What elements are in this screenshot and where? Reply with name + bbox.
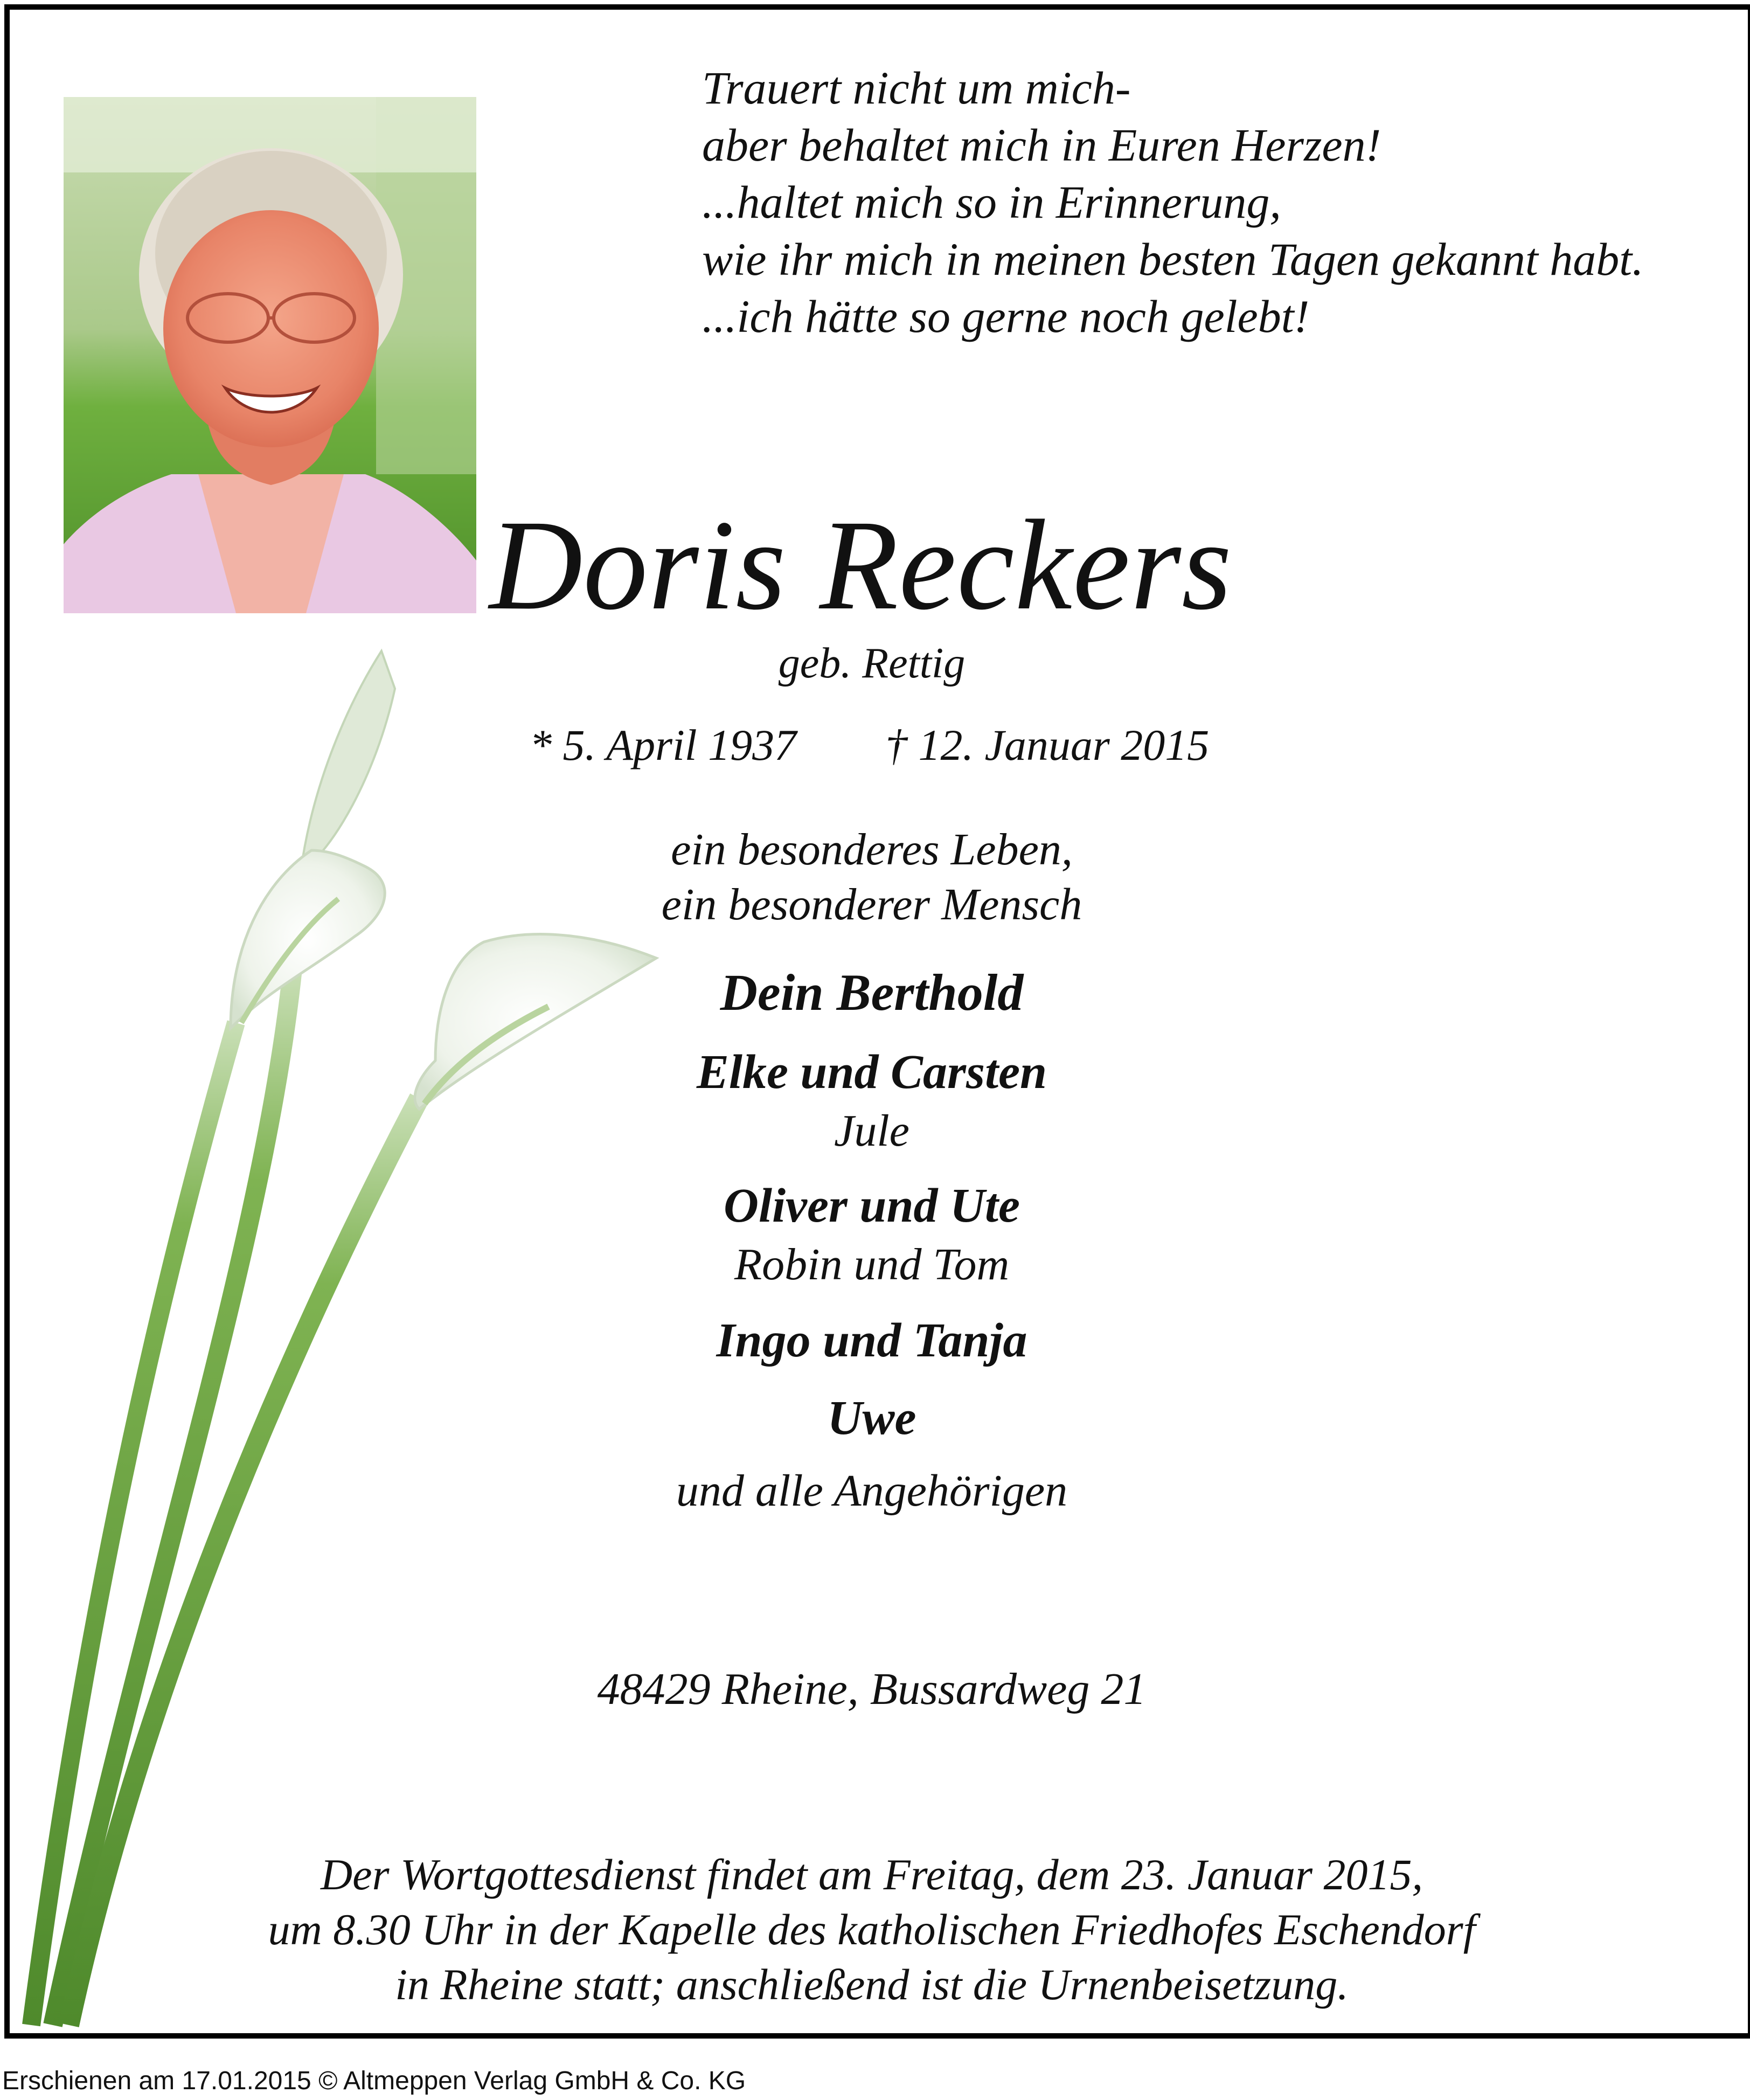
memorial-poem <box>702 59 1644 345</box>
mourner-family-2: Oliver und Ute <box>724 1179 1020 1232</box>
mourner-children-1: Jule <box>834 1106 909 1156</box>
poem-line: Trauert nicht um mich- <box>702 62 1131 114</box>
tribute-line-2: ein besonderer Mensch <box>661 879 1082 930</box>
service-line-2: um 8.30 Uhr in der Kapelle des katholischen Friedhofes Eschendorf <box>268 1905 1476 1954</box>
poem-line: ...haltet mich so in Erinnerung, <box>702 176 1281 228</box>
mourner-family-4: Uwe <box>827 1391 916 1445</box>
publication-footer: Erschienen am 17.01.2015 © Altmeppen Verlag GmbH & Co. KG <box>2 2067 746 2095</box>
address: 48429 Rheine, Bussardweg 21 <box>597 1664 1147 1714</box>
portrait-photo <box>64 97 476 613</box>
service-line-3: in Rheine statt; anschließend ist die Urnenbeisetzung. <box>395 1960 1349 2009</box>
mourner-children-2: Robin und Tom <box>734 1239 1010 1290</box>
birth-name: geb. Rettig <box>778 640 966 687</box>
birth-date: * 5. April 1937 <box>530 720 797 770</box>
poem-line: wie ihr mich in meinen besten Tagen gekannt habt. <box>702 233 1644 285</box>
poem-line: ...ich hätte so gerne noch gelebt! <box>702 290 1310 342</box>
mourner-spouse: Dein Berthold <box>720 964 1024 1021</box>
deceased-name: Doris Reckers <box>489 493 1233 636</box>
obituary-frame <box>4 4 1750 2039</box>
lily-bud-top <box>301 651 395 872</box>
service-line-1: Der Wortgottesdienst findet am Freitag, dem 23. Januar 2015, <box>320 1850 1423 1899</box>
death-date: † 12. Januar 2015 <box>885 720 1210 770</box>
tribute-line-1: ein besonderes Leben, <box>671 824 1073 875</box>
mourner-family-3: Ingo und Tanja <box>716 1314 1027 1367</box>
mourner-family-1: Elke und Carsten <box>696 1045 1047 1099</box>
poem-line: aber behaltet mich in Euren Herzen! <box>702 119 1381 171</box>
mourner-others: und alle Angehörigen <box>676 1466 1068 1516</box>
